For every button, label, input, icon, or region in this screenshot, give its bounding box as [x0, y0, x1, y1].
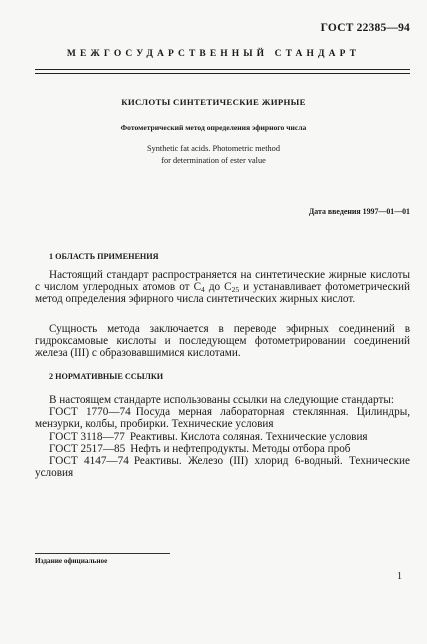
reference-code: ГОСТ 2517—85: [49, 442, 126, 455]
english-title-line-1: Synthetic fat acids. Photometric method: [147, 144, 280, 153]
reference-text: Реактивы. Железо (III) хлорид 6-водный. Технические условия: [35, 455, 411, 480]
edition-note: Издание официальное: [35, 557, 108, 565]
effective-date: Дата введения 1997—01—01: [308, 207, 410, 216]
para1-sub-a: 4: [201, 285, 205, 295]
section-1-heading: 1 ОБЛАСТЬ ПРИМЕНЕНИЯ: [49, 252, 159, 261]
section-1-paragraph-1: [35, 269, 410, 306]
reference-text: Реактивы. Кислота соляная. Технические условия: [129, 430, 368, 443]
reference-code: ГОСТ 4147—74: [49, 455, 129, 468]
para1-sub-b: 25: [231, 285, 240, 295]
header-rule-thick: [35, 69, 410, 70]
gost-number: ГОСТ 22385—94: [320, 22, 410, 34]
document-subtitle: Фотометрический метод определения эфирного числа: [120, 123, 307, 132]
page-number: 1: [397, 571, 402, 582]
references-block: [35, 394, 410, 479]
reference-code: ГОСТ 1770—74: [49, 406, 131, 419]
reference-item: [35, 431, 410, 443]
document-title: КИСЛОТЫ СИНТЕТИЧЕСКИЕ ЖИРНЫЕ: [121, 97, 306, 107]
standard-type-heading: МЕЖГОСУДАРСТВЕННЫЙ СТАНДАРТ: [66, 49, 361, 59]
references-intro: В настоящем стандарте использованы ссылки на следующие стандарты:: [49, 394, 394, 406]
para1-text-a: Настоящий стандарт распространяется на синтетические жирные кислоты с числом углеродных атомов от C: [35, 269, 410, 294]
section-1-paragraph-2: [35, 323, 410, 360]
header-rule-thin: [35, 73, 410, 74]
english-title-line-2: for determination of ester value: [161, 156, 266, 165]
reference-item: [35, 443, 410, 455]
footer-rule: [35, 553, 170, 554]
para1-text-b: до C: [204, 281, 232, 294]
reference-text: Посуда мерная лабораторная стеклянная. Цилиндры, мензурки, колбы, пробирки. Технические условия: [35, 406, 411, 431]
section-2-heading: 2 НОРМАТИВНЫЕ ССЫЛКИ: [49, 372, 164, 381]
para2-text: Сущность метода заключается в переводе эфирных соединений в гидроксамовые кислоты и последующем фотометрировании соединений железа (III) с образовавшимися кислотами.: [35, 323, 410, 360]
english-title: [0, 143, 427, 167]
reference-item: [35, 406, 410, 430]
reference-code: ГОСТ 3118—77: [49, 430, 125, 443]
reference-text: Нефть и нефтепродукты. Методы отбора проб: [130, 442, 351, 455]
reference-item: [35, 455, 410, 479]
para1-text-c: и устанавливает фотометрический метод определения эфирного числа синтетических жирных кислот.: [35, 281, 410, 306]
